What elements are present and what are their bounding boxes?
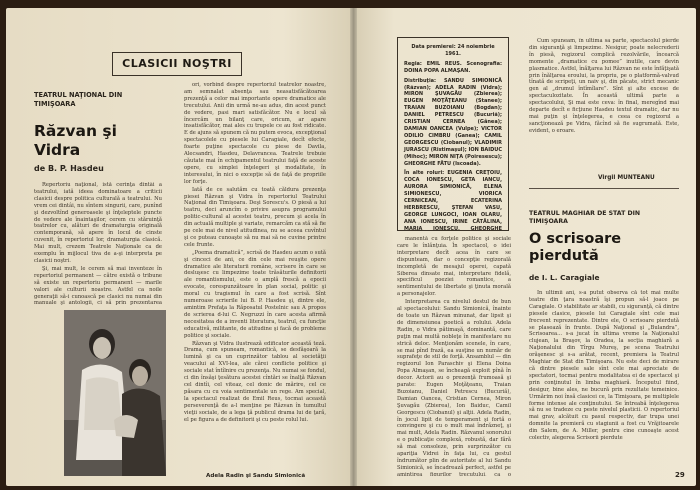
paragraph: Cum spuneam, în ultima sa parte, spectacolul pierde din siguranţă şi limpezime. Nesigur, poate nelecrederii în piesă, regizorul complică rezolvările, încearcă momente „dramatice cu pomee” inutile, care devin plasmatice. Astfel, înălţarea lui Răzvan ne este înfăţişată prin înălţarea eroului, la propriu, pe o platformă-valvud tînată de scripeţi, un naiv şi, din păcate, strict mecanic gen al „drumul întîmîlare”. Sînt şi alte excese de spectaculozitate. În această ultimă parte a spectacolului, Şi mai este ceva: în final, meregînd mai departe decît e ficţiune Hasdeu textul dramatic, dar nu mai puţin şi înţelegerea, e ceea ce regizorul a sancţionează pe Vidra, făcînd să fie sugrumată. Este, evident, o eroare. — [529, 38, 679, 134]
section-divider — [529, 188, 679, 189]
paragraph: În ultimii ani, s-a putut observa că tot mai multe teatre din ţara noastră îşi propun să-l joace pe Caragiale. O stabilitate ar stabili, cu siguranţă, că dintre piesele clasice, piesele lui Caragiale sînt cele mai frecvent reprezentate. Dintre ele, O scrisoare pierdută se plasează în frunte. După Naţional şi „Bulandra”, Scrisoarea... s-a jucat în ultima vreme la Naţionalul clujean, la Braşov, la Oradea, la secţia maghiară a Naţionalului din Tîrgu Mureş, pe scena Teatrului orăşenesc şi s-a arătat, recent, premiera la Teatrul Maghiar de Stat din Timişoara. Nu este deci de mirare că dintre piesele sale sînt cele mai apreciate de spectatori, tocmai pentru modalitatea ei de spectacol şi prin conţinutul în limba maghiară. Începutul fiind, desigur, bine ales, ne bucură prin rezultate temeinice. Urmărim noi însă clasicei ce, la Timişoara, pe multiplele forme intense ale conţinutului. Se întreabă înţelegerea să nu se tradeze cu peste nivelul plasticii. O repertoriul mai grav, alcătuit cu pasul respectiv, dar trupa unei domnite la premieră cu stagiunii a fost cu Vrăjitoarele din Salem, de A. Miller, pentru cine cunoaşte acest colectiv, alegerea Scrisorii pierdute — [529, 290, 679, 442]
right-page — [353, 8, 696, 486]
paragraph: ori, vorbind despre repertoriul teatrelor noastre, am semnalat absenţa sau neasatisfăcătoarea prezenţă a celor mai importante opere dramatice ale trecutului. Anii din urmă ne-au adus, din acest punct de vedere, pasi mari satisfăcător. Nu e locul să încercăm un bilanţ care, oricum, ar apare insatisfăcător, mai ales cu trupele ce au fost ridicate. E de ajuns să spunem că nu putem evoca, excepţional spectacolele cu piesele lui Caragiale, decît efecte, foarte puţine spectacole cu piese de Davila, Alecsandri, Hasdeu, Delavrancea. Teatrele trebuie căutate mai în echipamentul teatrului faţă de aceste opere, cu simplei înţelegeri şi modalitate, în interesului, în nici o excepţie să de faţă de propriile lor forţe. — [184, 82, 326, 185]
paragraph: Răzvan şi Vidra ilustrează edificator această teză. Drama, cum spuneam, romantică, se desfăşoară la lumină şi ca un cuprinzător tablou al societăţii veacului al XVI-lea, ale cărei conflicte politice şi sociale stat întîlnire cu prezenţa. Nu numai se fondul, ci din însăşi ţesătura acestei cîntări se înalţă Răzvan cel dintîi, cel viteaz, cel donic de mărire, cel ce păsara cu cu voia sentimentale un rege. Am special, la spectacul realizat de Emil Reus, tocmai această perseverenţă de a-l menţine pe Răzvan în tumultul vieţii sociale, de a lega ţă publicul drama lui de ţară, el pe figura a de definitorii şi cu peste rolul lui. — [184, 340, 326, 423]
section-banner-text: CLASICII NOŞTRI — [122, 57, 232, 70]
paragraph: manentă cu forţele politice şi sociale care le înlănţuia. În spectacol, o idei interpretare decît acea în care se dispunteam, dar o concepţie regizorală incompletă de mesajul operei, capată Siberea dinsate mai, interpretare fidelă, specificul poeziei romantice, a sentimentului de libertate şi ţinuta morală a personajelor. — [397, 236, 511, 298]
cast-credits: Distribuţia: SANDU SIMIONICĂ (Răzvan); ADELA RADIN (Vidra); MIRON ŞUVAGĂU (Zbierea); EUGEN MOŢĂŢEANU (Stanee); TRAIAN BUZOIANU (Bogdan); DANIEL PETRESCU (Bucuriă); CRISTIAN CERNEA (Gânea); DAMIAN OANCEA (Vulpe); VICTOR ODILIO CIMBRU (Ganea); CAMIL GEORGESCU (Ciobanul); VLADIMIR JURASCU (Ristimaşul); ION BAIDUC (Mihoc); MIRON NIŢA (Poiresescu); GHEORGHE FĂTU (Iscoada). — [404, 77, 502, 167]
book-gutter — [350, 8, 357, 486]
cast-direction: Regia: EMIL REUS. Scenografia: DOINA POPA ALMAŞAN. — [404, 60, 502, 74]
left-page — [6, 8, 353, 486]
theater-2-name: TEATRUL MAGHIAR DE STAT DIN TIMIŞOARA — [529, 210, 641, 226]
play-2-author: de I. L. Caragiale — [529, 273, 600, 282]
paragraph: Şi, mai mult, le cerem să mai inventeze în repertoriul permanent — către există o tribune să existe un repertoriu permanent — marile valori ale culturii noastre. Astfel ca noile generaţii să-i cunoască pe clasici nu numai din manuale şi antologii, ci să prin prezentarea — [34, 265, 162, 306]
article-column-2 — [184, 82, 326, 470]
article-column-top-right — [529, 38, 679, 170]
play-2-title: O scrisoare pierdută — [529, 231, 622, 264]
article-column-mid — [397, 236, 511, 476]
article-column-bottom-right — [529, 290, 679, 468]
production-photo — [64, 310, 166, 476]
magazine-spread — [6, 8, 696, 486]
play-author: de B. P. Hasdeu — [34, 164, 104, 173]
paragraph: Iată de ce salutăm cu toată căldura prezenţa piesei Răzvan şi Vidra în repertoriul Teatrului Naţional din Timişoara. Deşi Sorescu's. O piesă a lui teatru, deci aruncîm o privire asupra programului politic-cultural al acestei teatru, precum şi acela în din actuală multiple şi variate, remarcăm ca stă să fie pe cele mai de nivel atitudinea, nu se aceea cuvîntul şi ce puteau cunoaşte să nu mai să ne cuvine printre cele frunte. — [184, 186, 326, 248]
paragraph: „Poema dramatică”, scrisă de Hasdeu acum o sută şi cinceci de ani, ce din cele mai reuşite opere dramatice ale literaturii române, scrisere în care se desluşesc cu limpezime toate trăsăturile definitorii ale romantismului, este o amplă frescă a epocii evocate, corespunzătoare în plan social, politic şi moral cu tragismul în care a fost scrisă. Sînt numeroase scrierile lui B. P. Hasdeu şi, dintre ele, amintim Prefaţa la Răposatul Postelnic sau A propos de scrierea d-lui C. Negruzzi în care acesta afirmă necesitatea de a inventi literatura, teatrul, cu funcţie educativă, militante, de atitudine şi facă de probleme politice şi sociale. — [184, 249, 326, 339]
cast-premiere: Data premierei: 24 noiembrie 1961. — [411, 44, 495, 57]
article-column-1 — [34, 182, 162, 306]
cast-box — [397, 37, 509, 231]
paragraph: Repertoriu naţional, istă cerinţa dintâi a teatrului, iată ideea dominatoare a criticii clasicii despre politica culturală a teatrului. Nu vrem cei dintâi, nu sîntem singurii, care, punînd şi dezvoltînd generoasele şi înţeleptele puncte de vedere ale înaintaşilor, cerem cu stăruinţă teatrelor cu, alături de dramaturgia originală contemporană, să apere în locul de cinste cuvenit, în repertoriul lor, dramaturgia clasică. Mai mult, crezem Teatrele Naţionale ca de exemplu în mijlocul tiva de a-şi interpreta pe clasicii noştri. — [34, 182, 162, 264]
page-number: 29 — [675, 471, 685, 479]
cast-others: În alte roluri: EUGENIA CREŢOIU, COCA IONESCU, GETA IANCU, AURORA SIMIONICĂ, ELENA SIMIONESCU, VIORICA CERNICEAN, ECATERINA HERBRESCU, ŞTEFAN VASU, GEORGE LUNGOCI, IOAN OLARU, ANA IONESCU, IRINE CĂTĂLINA, MARIA IONESCU, GHEORGHE — [404, 170, 502, 231]
photo-caption: Adela Radin şi Sandu Simionică — [206, 473, 306, 479]
theater-name: TEATRUL NAŢIONAL DIN TIMIŞOARA — [34, 91, 123, 108]
paragraph: Interpretarea cu nivelul destul de bun al spectacolului: Sandu Simionică, înainte de toate un Răzvan minunat, dar lipsit şi de dimensiunea poetică a rolului. Adela Radin, o Vidra pătimaşă, dominantă, care puţin mai multă nobleţe în manifestare nu strică deloc. Menţionăm scenele, în care, se mai pînd frază, ea susţine un număr de suprafeţe de stil de forţă. Ansamblul — din regizorul Ion Paraschiv şi Elena Doina Popa Almaşan, se încheagă exploit pînă în decor. Actorii au o prezenţă frumoasă şi parate: Eugen Moţăţeanu, Traian Buzoianu, Daniel Petrescu (Bucuriă), Damian Oancea, Cristian Cernea, Miron Şuvagău (Zbierea), Ion Baiduc, Camil Georgescu (Ciobanul) şi alţii. Adela Radin, în jocul lipit de temperament şi fortă o convingere şi cu o mult mai îndrăzneţ, şi mai mult, Adela Radin. Răzvanul sonorului e o publicaţie complexă, robustă, dar fără să mai consoleze, prin surprinzător cu apariţia Vidrei în faţa lui, cu gestul îndrumător plin de autoritate al lui Sandu Simionică, se încadrează perfect, astfel pe amintirea figurilor trecutului, ca o — [397, 299, 511, 476]
play-title: Răzvan şi Vidra — [34, 122, 117, 159]
section-banner — [112, 52, 242, 76]
author-signature: Virgil MUNTEANU — [598, 175, 655, 181]
